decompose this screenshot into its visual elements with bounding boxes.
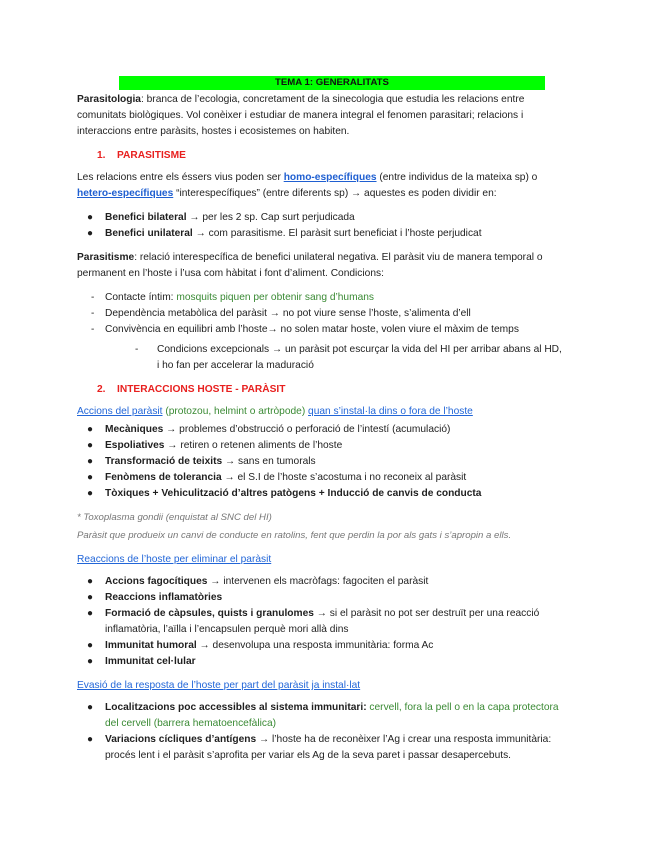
- accions-examples: (protozou, helmint o artròpode): [162, 406, 309, 417]
- item-term: Accions fagocítiques: [105, 576, 208, 587]
- dash-icon: -: [91, 324, 95, 335]
- list-item: [77, 306, 563, 322]
- benefit-list: [77, 210, 563, 242]
- item-term: Formació de càpsules, quists i granulomes: [105, 608, 314, 619]
- bullet-icon: ●: [87, 424, 94, 435]
- item-example: cervell, fora la pell o en la capa protectora del cervell (barrera hematoencefàlica): [105, 702, 559, 729]
- toxoplasma-note: * Toxoplasma gondii (enquistat al SNC del HI): [77, 512, 272, 523]
- accions-list: [77, 422, 563, 502]
- dash-icon: -: [135, 344, 139, 355]
- homo-especifiques-link[interactable]: homo-específiques: [283, 172, 377, 183]
- parasitisme-text: : relació interespecífica de benefici unilateral negativa. El paràsit viu de manera temporal o permanent en l’hoste i l’usa com hàbitat i font d’aliment. Condicions:: [77, 252, 543, 279]
- intro-paragraph: [77, 92, 563, 140]
- item-text: → si el paràsit no pot ser destruït per una reacció inflamatòria, l’aïlla i l’encapsulen perquè mori allà dins: [105, 608, 540, 635]
- reaccions-list: [77, 574, 563, 670]
- bullet-icon: ●: [87, 592, 94, 603]
- item-term: Reaccions inflamatòries: [105, 592, 223, 603]
- item-term: Localitzacions poc accessibles al sistema immunitari:: [105, 702, 367, 713]
- evasio-list: [77, 700, 563, 764]
- item-text: → sans en tumorals: [222, 456, 316, 467]
- item-text: → problemes d’obstrucció o perforació de l’intestí (acumulació): [163, 424, 451, 435]
- bullet-icon: ●: [87, 456, 94, 467]
- intro-term: Parasitologia: [77, 94, 141, 105]
- page-title: TEMA 1: GENERALITATS: [119, 76, 545, 90]
- item-term: Transformació de teixits: [105, 456, 223, 467]
- dash-icon: -: [91, 308, 95, 319]
- item-term: Benefici bilateral: [105, 212, 187, 223]
- bullet-icon: ●: [87, 702, 94, 713]
- list-item: [77, 438, 563, 454]
- sub-conditions-list: [77, 342, 563, 374]
- dash-icon: -: [91, 292, 95, 303]
- section-1-title: PARASITISME: [117, 150, 186, 161]
- item-text: → el S.I de l’hoste s’acostuma i no reconeix al paràsit: [221, 472, 467, 483]
- hetero-especifiques-link[interactable]: hetero-específiques: [77, 188, 174, 199]
- item-text: → com parasitisme. El paràsit surt beneficiat i l’hoste perjudicat: [192, 228, 482, 239]
- item-text: → l’hoste ha de reconèixer l’Ag i crear una resposta immunitària: procés lent i el paràsit s’aprofita per variar els Ag de la seva paret i passar desapercebuts.: [105, 734, 552, 761]
- list-item: [77, 606, 563, 638]
- section-2-title: INTERACCIONS HOSTE - PARÀSIT: [117, 384, 286, 395]
- bullet-icon: ●: [87, 228, 94, 239]
- document-page: [77, 76, 563, 772]
- bullet-icon: ●: [87, 734, 94, 745]
- bullet-icon: ●: [87, 440, 94, 451]
- item-term: Fenòmens de tolerancia: [105, 472, 222, 483]
- list-item: [77, 654, 563, 670]
- item-text: → per les 2 sp. Cap surt perjudicada: [186, 212, 355, 223]
- item-term: Tòxiques + Vehiculització d’altres patògens + Inducció de canvis de conducta: [105, 488, 482, 499]
- list-item: [77, 322, 563, 338]
- item-term: Immunitat cel·lular: [105, 656, 196, 667]
- accions-heading: [77, 404, 563, 420]
- list-item: [77, 290, 563, 306]
- intro-text: : branca de l’ecologia, concretament de la sinecologia que estudia les relacions entre comunitats biològiques. Vol conèixer i estudiar de manera integral el fenomen parasitari; relacions i interaccions entre paràsits, hostes i ecosistemes on habiten.: [77, 94, 525, 137]
- item-term: Variacions cícliques d’antígens: [105, 734, 257, 745]
- parasitisme-paragraph: [77, 250, 563, 282]
- list-item: [77, 454, 563, 470]
- item-term: Mecàniques: [105, 424, 164, 435]
- list-item: [77, 574, 563, 590]
- list-item: [77, 422, 563, 438]
- item-text: Contacte íntim:: [105, 292, 177, 303]
- reaccions-heading: [77, 552, 563, 568]
- list-item: [77, 226, 563, 242]
- bullet-icon: ●: [87, 576, 94, 587]
- list-item: [77, 590, 563, 606]
- evasio-heading: [77, 678, 563, 694]
- bullet-icon: ●: [87, 656, 94, 667]
- item-example: mosquits piquen per obtenir sang d’humans: [176, 292, 374, 303]
- bullet-icon: ●: [87, 640, 94, 651]
- toxoplasma-description: Paràsit que produeix un canvi de conducte en ratolins, fent que perdin la por als gats i s’apropin a ells.: [77, 530, 512, 541]
- list-item: [77, 638, 563, 654]
- item-text: → desenvolupa una resposta immunitària: forma Ac: [196, 640, 434, 651]
- item-text: → retiren o retenen aliments de l’hoste: [164, 440, 343, 451]
- item-text: → intervenen els macròfags: fagociten el paràsit: [207, 576, 429, 587]
- relations-text-a: Les relacions entre els éssers vius poden ser: [77, 172, 284, 183]
- item-text: Dependència metabòlica del paràsit → no pot viure sense l’hoste, s’alimenta d’ell: [105, 308, 471, 319]
- item-text: Condicions excepcionals → un paràsit pot escurçar la vida del HI per arribar abans al HD, i ho fan per accelerar la maduració: [157, 344, 562, 371]
- relations-text-b: (entre individus de la mateixa sp) o: [376, 172, 538, 183]
- item-term: Benefici unilateral: [105, 228, 193, 239]
- parasitisme-term: Parasitisme: [77, 252, 135, 263]
- conditions-list: [77, 290, 563, 338]
- bullet-icon: ●: [87, 488, 94, 499]
- section-1-number: 1.: [97, 150, 106, 161]
- item-term: Immunitat humoral: [105, 640, 197, 651]
- section-1-heading: [97, 148, 563, 164]
- list-item: [77, 486, 563, 502]
- accions-location-link[interactable]: quan s’instal·la dins o fora de l’hoste: [308, 406, 473, 417]
- bullet-icon: ●: [87, 608, 94, 619]
- list-item: [77, 732, 563, 764]
- relations-paragraph: [77, 170, 563, 202]
- list-item: [77, 700, 563, 732]
- accions-link[interactable]: Accions del paràsit: [77, 406, 163, 417]
- evasio-link[interactable]: Evasió de la resposta de l’hoste per part del paràsit ja instal·lat: [77, 680, 361, 691]
- section-2-number: 2.: [97, 384, 106, 395]
- reaccions-link[interactable]: Reaccions de l’hoste per eliminar el paràsit: [77, 554, 272, 565]
- bullet-icon: ●: [87, 212, 94, 223]
- item-text: Convivència en equilibri amb l’hoste→ no solen matar hoste, volen viure el màxim de temps: [105, 324, 519, 335]
- section-2-heading: [97, 382, 563, 398]
- list-item: [77, 342, 563, 374]
- item-term: Espoliatives: [105, 440, 165, 451]
- list-item: [77, 210, 563, 226]
- relations-text-c: “interespecífiques” (entre diferents sp) → aquestes es poden dividir en:: [173, 188, 497, 199]
- bullet-icon: ●: [87, 472, 94, 483]
- list-item: [77, 470, 563, 486]
